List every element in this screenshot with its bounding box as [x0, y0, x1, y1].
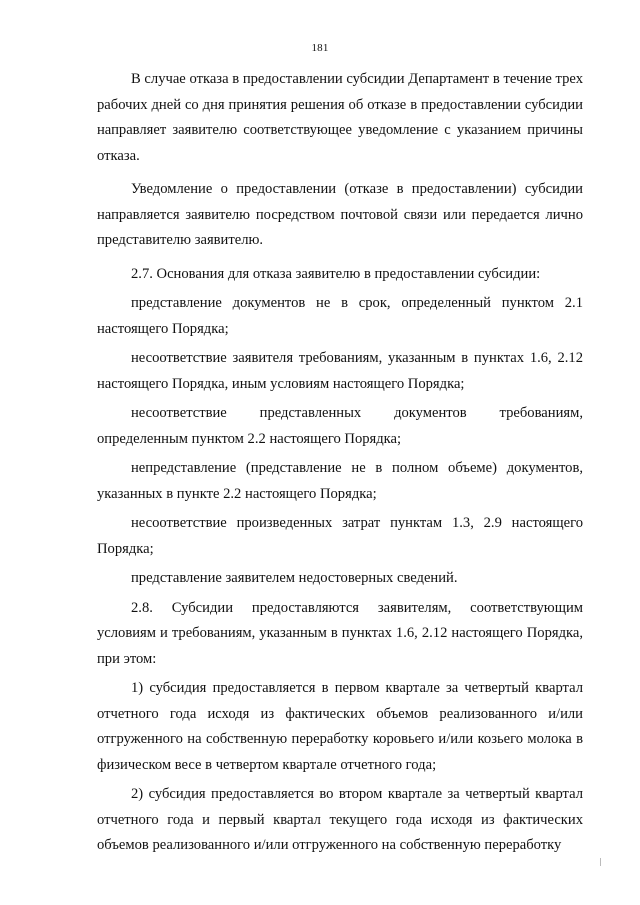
page-number: 181: [311, 42, 329, 54]
scan-mark: [600, 858, 601, 866]
paragraph-costs-noncompliance: несоответствие произведенных затрат пунктам 1.3, 2.9 настоящего Порядка;: [97, 515, 583, 557]
paragraph-condition-2: 2) субсидия предоставляется во втором квартале за четвертый квартал отчетного года и первый квартал текущего года исходя из фактических объемов реализованного и/или отгруженного на собственную переработку: [97, 786, 583, 853]
paragraph-false-information: представление заявителем недостоверных сведений.: [131, 570, 458, 586]
paragraph-section-2-8: 2.8. Субсидии предоставляются заявителям, соответствующим условиям и требованиям, указанным в пунктах 1.6, 2.12 настоящего Порядка, при этом:: [97, 599, 583, 667]
paragraph-applicant-noncompliance: несоответствие заявителя требованиям, указанным в пунктах 1.6, 2.12 настоящего Порядка, иным условиям настоящего Порядка;: [97, 350, 583, 392]
paragraph-missing-documents: непредставление (представление не в полном объеме) документов, указанных в пункте 2.2 настоящего Порядка;: [97, 460, 583, 502]
document-body: [97, 67, 583, 859]
paragraph-section-2-7: 2.7. Основания для отказа заявителю в предоставлении субсидии:: [131, 265, 541, 282]
paragraph-late-documents: представление документов не в срок, определенный пунктом 2.1 настоящего Порядка;: [97, 295, 583, 337]
paragraph-documents-noncompliance: несоответствие представленных документов требованиям, определенным пунктом 2.2 настоящего Порядка;: [97, 405, 583, 447]
paragraph-refusal-notice: В случае отказа в предоставлении субсидии Департамент в течение трех рабочих дней со дня принятия решения об отказе в предоставлении субсидии направляет заявителю соответствующее уведомление с указанием причины отказа.: [97, 71, 583, 164]
paragraph-notification-method: Уведомление о предоставлении (отказе в предоставлении) субсидии направляется заявителю посредством почтовой связи или передается лично представителю заявителю.: [97, 181, 583, 248]
paragraph-condition-1: 1) субсидия предоставляется в первом квартале за четвертый квартал отчетного года исходя из фактических объемов реализованного и/или отгруженного на собственную переработку коровьего и/или козьего молока в физическом весе в четвертом квартале отчетного года;: [97, 680, 583, 773]
